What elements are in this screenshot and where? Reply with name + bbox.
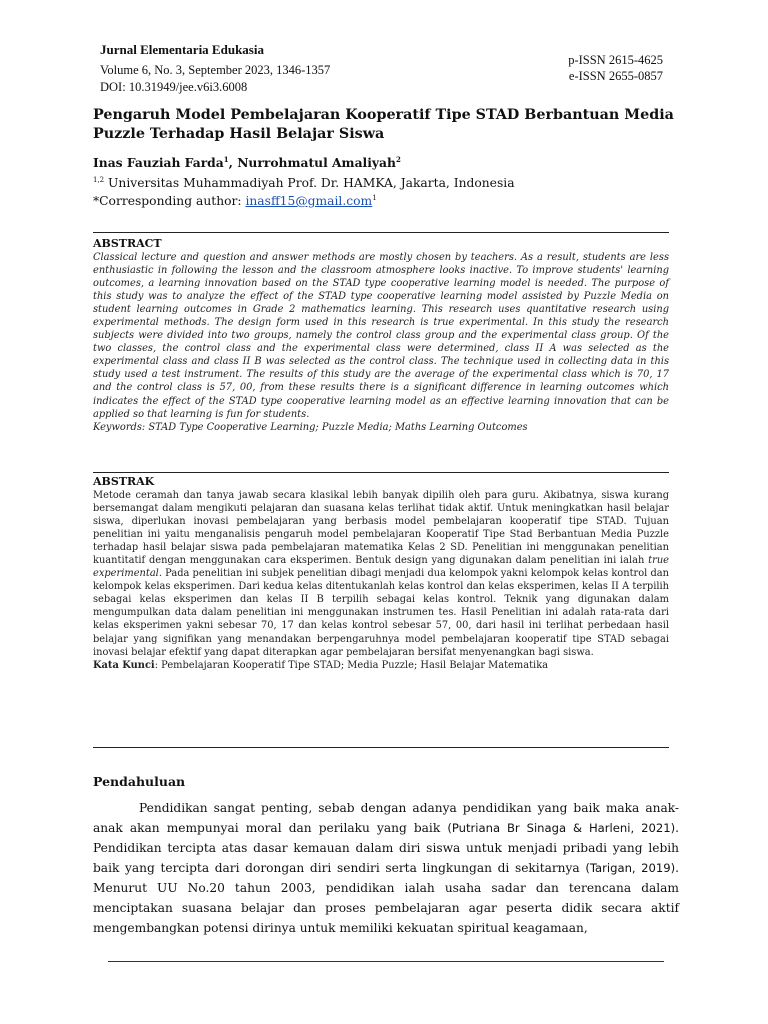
author-sup: 2 xyxy=(395,154,401,164)
affiliation-sup: 1,2 xyxy=(93,175,105,184)
author-name: Inas Fauziah Farda xyxy=(93,155,224,170)
abstrak-text-a: Metode ceramah dan tanya jawab secara klasikal lebih banyak dipilih oleh para guru. Akibatnya, siswa kurang bersemangat dalam mengikuti pelajaran dan suasana kelas terlihat tidak aktif. Untuk meningkatkan hasil belajar siswa, diperlukan inovasi pembelajaran yang berbasis model pembelajaran kooperatif tipe STAD. Tujuan penelitian ini yaitu menganalisis pengaruh model pembelajaran Kooperatif Tipe Stad Berbantuan Media Puzzle terhadap hasil belajar siswa pada pembelajaran matematika Kelas 2 SD. Penelitian ini menggunakan penelitian kuantitatif dengan menggunakan cara eksperimen. Bentuk design yang digunakan dalam penelitian ini ialah xyxy=(93,490,669,567)
author-name: Nurrohmatul Amaliyah xyxy=(237,155,396,170)
affiliation xyxy=(93,176,515,190)
doi[interactable]: DOI: 10.31949/jee.v6i3.6008 xyxy=(100,80,248,94)
intro-paragraph xyxy=(93,798,679,938)
corresponding-label: *Corresponding author: xyxy=(93,194,246,208)
abstract-english-text: Classical lecture and question and answer methods are mostly chosen by teachers. As a result, students are less enthusiastic in following the lesson and the classroom atmosphere looks inactive. To improve students' learning outcomes, a learning innovation based on the STAD type cooperative learning model is needed. The purpose of this study was to analyze the effect of the STAD type cooperative learning model assisted by Puzzle Media on student learning outcomes in Grade 2 mathematics learning. This research uses quantitative research using experimental methods. The design form used in this research is true experimental. In this study the research subjects were divided into two groups, namely the control class group and the experimental class group. Of the two classes, the control class and the experimental class were determined, class II A was selected as the experimental class and class II B was selected as the control class. The technique used in collecting data in this study used a test instrument. The results of this study are the average of the experimental class which is 70, 17 and the control class is 57, 00, from these results there is a significant difference in learning outcomes which indicates the effect of the STAD type cooperative learning model as an effective learning innovation that can be applied so that learning is fun for students. xyxy=(93,252,669,420)
journal-volume: Volume 6, No. 3, September 2023, 1346-1357 xyxy=(100,63,331,77)
author-sup: 1 xyxy=(223,154,229,164)
intro-text: . Menurut UU No.20 tahun 2003, pendidikan ialah usaha sadar dan terencana dalam menciptakan suasana belajar dan proses pembelajaran agar peserta didik secara aktif mengembangkan potensi dirinya untuk memiliki kekuatan spiritual keagamaan, xyxy=(93,861,679,935)
divider xyxy=(93,232,669,233)
citation: (Putriana Br Sinaga & Harleni, 2021) xyxy=(447,821,676,835)
corresponding-author xyxy=(93,194,377,208)
author-list xyxy=(93,155,401,170)
divider xyxy=(93,747,669,748)
intro-text: Pendidikan sangat penting, sebab dengan adanya pendidikan yang baik maka anak-anak akan mempunyai moral dan perilaku yang baik xyxy=(93,801,679,835)
affiliation-text: Universitas Muhammadiyah Prof. Dr. HAMKA, Jakarta, Indonesia xyxy=(104,176,515,190)
abstrak-heading: ABSTRAK xyxy=(93,475,155,488)
email-sup: 1 xyxy=(372,193,377,202)
abstract-english xyxy=(93,251,669,434)
author-separator: , xyxy=(228,155,238,170)
intro-text: . Pendidikan tercipta atas dasar kemauan dalam diri siswa untuk menjadi pribadi yang lebih baik yang tercipta dari dorongan diri sendiri serta lingkungan di sekitarnya xyxy=(93,821,679,875)
section-heading: Pendahuluan xyxy=(93,774,186,789)
citation: (Tarigan, 2019) xyxy=(585,861,676,875)
abstrak-italic-term: true experimental xyxy=(93,555,669,580)
abstrak-text-b: . Pada penelitian ini subjek penelitian dibagi menjadi dua kelompok yakni kelompok kelas kontrol dan kelompok kelas eksperimen. Dari kedua kelas ditentukanlah kelas kontrol dan kelas eksperimen, kelas II A terpilih sebagai kelas eksperimen dan kelas II B terpilih sebagai kelas kontrol. Teknik yang digunakan dalam mengumpulkan data dalam penelitian ini menggunakan instrumen tes. Hasil Penelitian ini adalah rata-rata dari kelas eksperimen yakni sebesar 70, 17 dan kelas kontrol sebesar 57, 00, dari hasil ini terlihat perbedaan hasil belajar yang signifikan yang menandakan berpengaruhnya model pembelajaran kooperatif tipe STAD sebagai inovasi belajar efektif yang dapat diterapkan agar pembelajaran bersifat menyenangkan bagi siswa. xyxy=(93,568,669,658)
p-issn: p-ISSN 2615-4625 xyxy=(568,53,663,67)
journal-name: Jurnal Elementaria Edukasia xyxy=(100,42,264,57)
divider xyxy=(93,472,669,473)
e-issn: e-ISSN 2655-0857 xyxy=(568,69,663,83)
kata-kunci: : Pembelajaran Kooperatif Tipe STAD; Media Puzzle; Hasil Belajar Matematika xyxy=(154,659,549,671)
abstrak-indonesian xyxy=(93,489,669,672)
abstract-heading: ABSTRACT xyxy=(93,237,162,250)
article-title: Pengaruh Model Pembelajaran Kooperatif Tipe STAD Berbantuan Media Puzzle Terhadap Hasil Belajar Siswa xyxy=(93,107,674,142)
corresponding-email-link[interactable]: inasff15@gmail.com xyxy=(245,194,373,208)
kata-kunci-label: Kata Kunci xyxy=(93,659,155,671)
abstract-keywords: Keywords: STAD Type Cooperative Learning; Puzzle Media; Maths Learning Outcomes xyxy=(93,421,528,433)
footer-divider xyxy=(108,961,664,962)
